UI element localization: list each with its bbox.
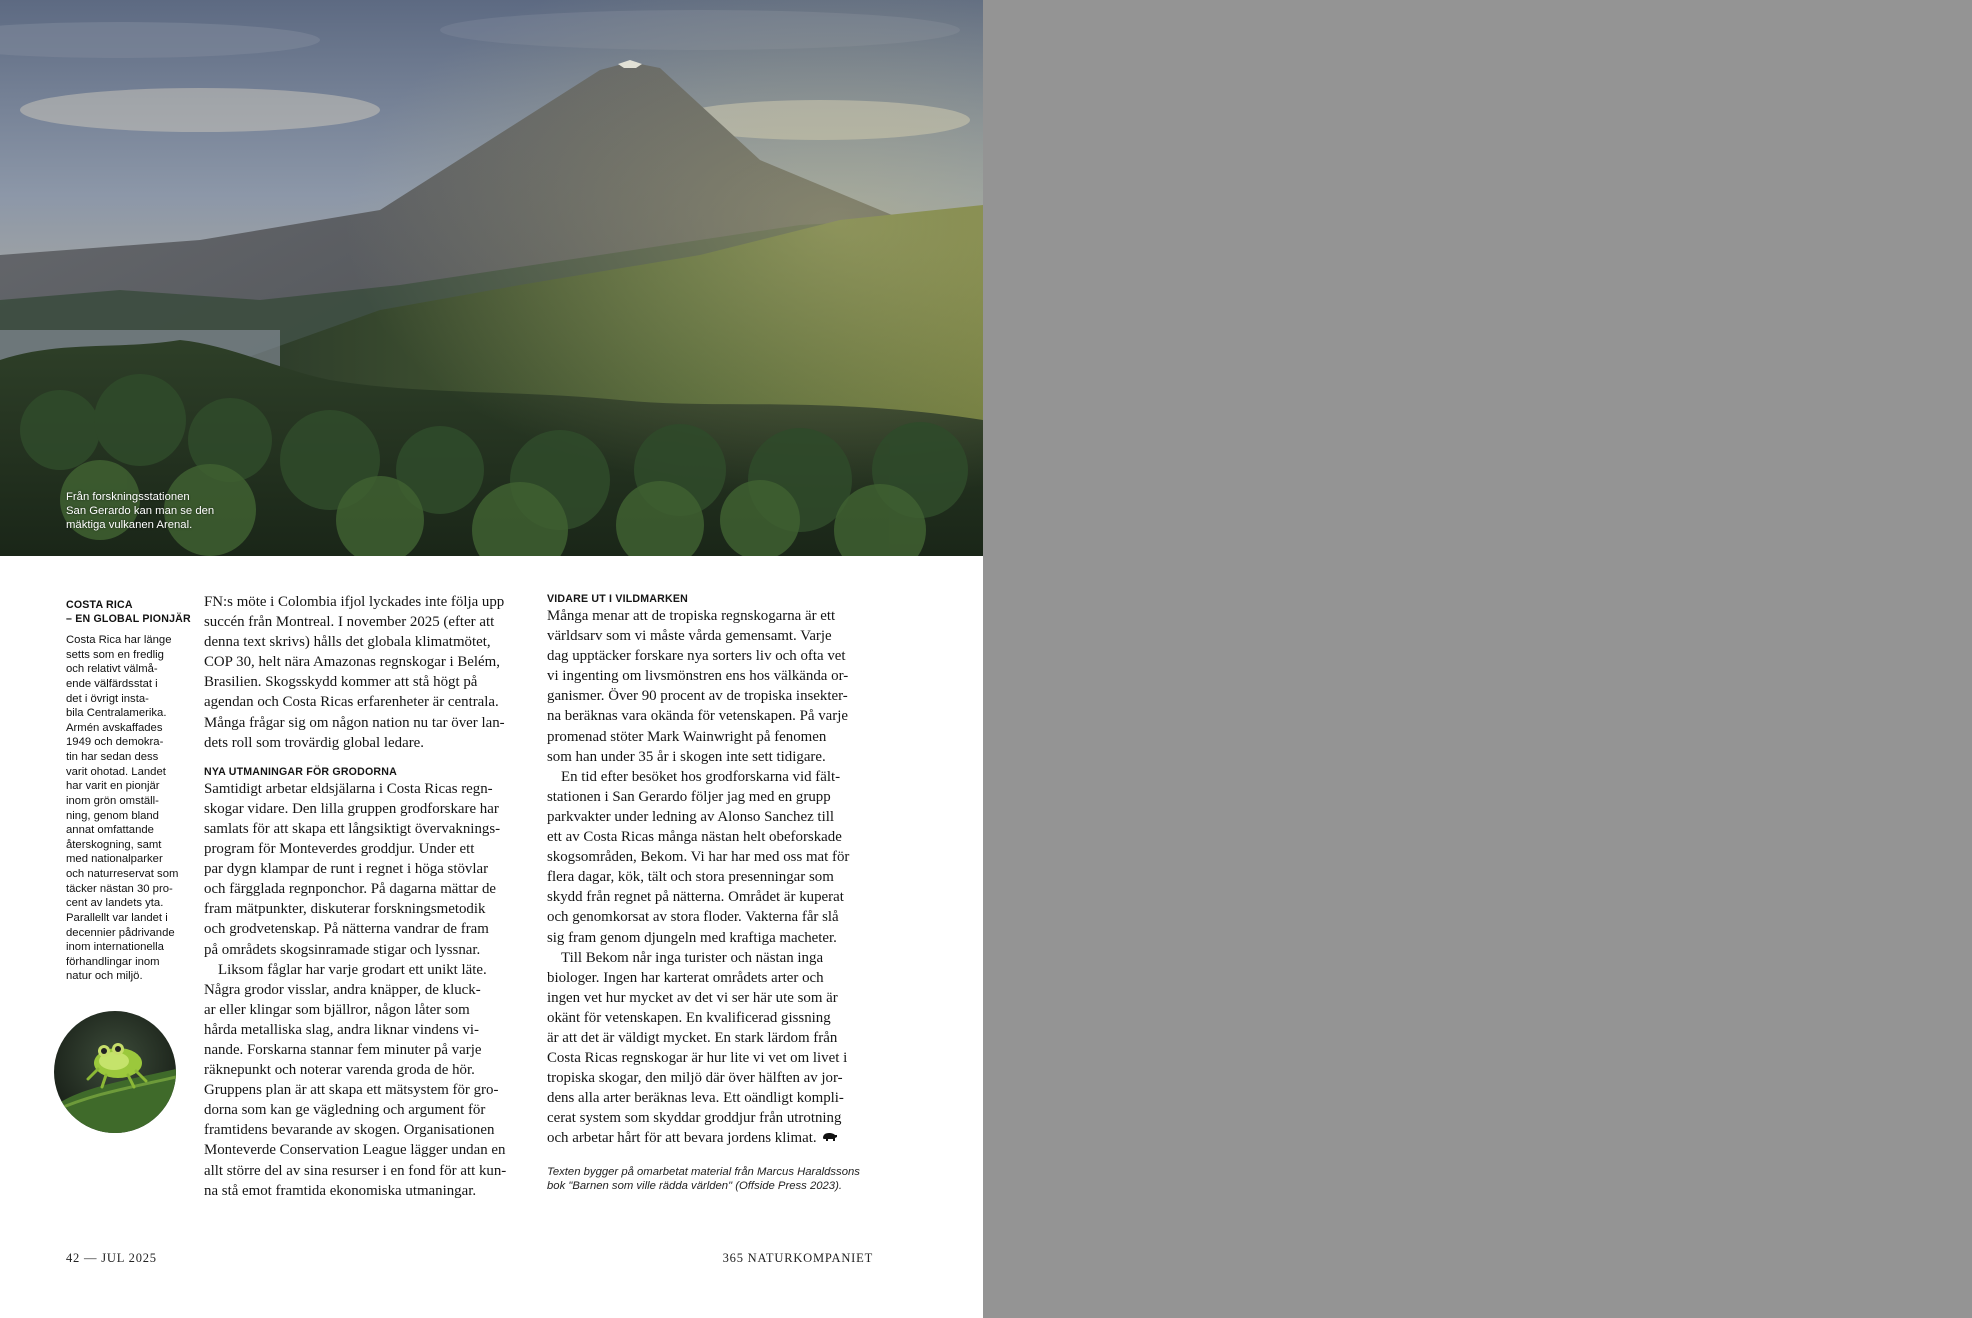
text-line: parkvakter under ledning av Alonso Sanchez till (547, 808, 834, 825)
text-line: och genomkorsat av stora floder. Vakterna får slå (547, 909, 839, 926)
text-line: och arbetar hårt för att bevara jordens klimat. (547, 1128, 875, 1148)
text-line: natur och miljö. (66, 970, 143, 983)
text-line: allt större del av sina resurser i en fond för att kun- (204, 1162, 507, 1179)
text-line: par dygn klampar de runt i regnet i höga stövlar (204, 861, 489, 878)
text-line: dets roll som trovärdig global ledare. (204, 734, 424, 751)
text-line: COP 30, helt nära Amazonas regnskogar i Belém, (204, 654, 500, 671)
text-line: Costa Rica har länge (66, 634, 172, 646)
text-line: med nationalparker (66, 853, 163, 866)
text-line: cerat system som skyddar groddjur från utrotning (547, 1110, 842, 1127)
text-line: Till Bekom når inga turister och nästan inga (561, 949, 824, 966)
caption-line: Från forskningsstationen (66, 491, 190, 503)
text-line: ganismer. Över 90 procent av de tropiska insekter- (547, 688, 848, 705)
article-column-2 (547, 592, 875, 1194)
text-line: annat omfattande (66, 824, 154, 837)
text-line: flera dagar, kök, tält och stora presenningar som (547, 869, 834, 886)
article-column-1 (204, 592, 526, 1201)
text-line: inom grön omställ- (66, 794, 159, 807)
source-note-line: Texten bygger på omarbetat material från Marcus Haraldssons (547, 1165, 860, 1178)
sidebar-heading-line: COSTA RICA (66, 599, 133, 611)
text-line: återskogning, samt (66, 838, 162, 851)
frog-photo (54, 1011, 176, 1133)
text-line: och naturreservat som (66, 868, 179, 880)
text-line: ning, genom bland (66, 809, 159, 822)
text-line: Samtidigt arbetar eldsjälarna i Costa Ricas regn- (204, 780, 493, 797)
text-line: okänt för vetenskapen. En kvalificerad gissning (547, 1009, 831, 1026)
text-line: tin har sedan dess (66, 751, 159, 763)
text-line: denna text skrivs) hålls det globala klimatmötet, (204, 634, 491, 651)
text-line: framtidens bevarande av skogen. Organisationen (204, 1122, 495, 1139)
paragraph (547, 767, 875, 948)
text-line: promenad stöter Mark Wainwright på fenomen (547, 728, 827, 745)
text-line: det i övrigt insta- (66, 692, 149, 705)
text-line: har varit en pionjär (66, 780, 160, 793)
text-line: skydd från regnet på nätterna. Området är kuperat (547, 889, 844, 906)
paragraph (204, 960, 526, 1201)
text-line: stationen i San Gerardo följer jag med en grupp (547, 788, 831, 805)
text-line: och grodvetenskap. På nätterna vandrar de fram (204, 921, 489, 938)
text-line: decennier pådrivande (66, 926, 175, 939)
subheading-wilderness: VIDARE UT I VILDMARKEN (547, 593, 688, 605)
sidebar-heading (66, 598, 191, 626)
text-line: Många frågar sig om någon nation nu tar över lan- (204, 714, 505, 731)
text-line: är att det är väldigt mycket. En stark lärdom från (547, 1029, 838, 1046)
source-note (547, 1165, 875, 1194)
text-line: program för Monteverdes groddjur. Under ett (204, 841, 475, 858)
hero-caption (66, 490, 246, 532)
hero-photo-arenal-volcano (0, 0, 983, 556)
paragraph (547, 606, 875, 767)
text-line: dens alla arter beräknas leva. Ett oändligt kompli- (547, 1090, 844, 1107)
text-line: och färgglada regnponchor. På dagarna mättar de (204, 881, 497, 898)
text-line: tropiska skogar, den miljö där över hälften av jor- (547, 1070, 843, 1087)
text-line: inom internationella (66, 941, 164, 954)
text-line: samlats för att skapa ett långsiktigt övervaknings- (204, 820, 501, 837)
subheading-frogs: NYA UTMANINGAR FÖR GRODORNA (204, 765, 397, 778)
text-line: biologer. Ingen har karterat områdets arter och (547, 969, 824, 986)
text-line: räknepunkt och noterar varenda groda de hör. (204, 1062, 475, 1079)
text-line: setts som en fredlig (66, 648, 164, 661)
text-line: Armén avskaffades (66, 721, 163, 734)
text-line: skogsområden, Bekom. Vi har har med oss mat för (547, 849, 850, 866)
text-line: förhandlingar inom (66, 955, 160, 968)
text-line: ende välfärdsstat i (66, 677, 158, 690)
text-line: Costa Ricas regnskogar är hur lite vi vet om livet i (547, 1050, 848, 1067)
intro-paragraph (204, 592, 526, 753)
sidebar-factbox (66, 598, 191, 984)
text-line: nande. Forskarna stannar fem minuter på varje (204, 1041, 482, 1058)
text-line: Många menar att de tropiska regnskogarna är ett (547, 608, 836, 624)
text-line: dorna som kan ge vägledning och argument för (204, 1102, 486, 1119)
frog-image (54, 1011, 176, 1133)
sidebar-heading-line: – EN GLOBAL PIONJÄR (66, 613, 191, 625)
text-line: dag upptäcker forskare nya sorters liv och ofta vet (547, 648, 846, 665)
text-line: Liksom fåglar har varje grodart ett unikt läte. (218, 961, 487, 978)
caption-line: San Gerardo kan man se den (66, 505, 215, 517)
text-line: agendan och Costa Ricas erfarenheter är centrala. (204, 694, 499, 711)
text-line: na stå emot framtida ekonomiska utmaningar. (204, 1182, 477, 1199)
text-line: na beräknas vara okända för vetenskapen. På varje (547, 708, 848, 725)
text-line: fram mätpunkter, diskuterar forskningsmetodik (204, 901, 486, 918)
text-line: En tid efter besöket hos grodforskarna vid fält- (561, 768, 841, 785)
text-line: ett av Costa Ricas många nästan helt obeforskade (547, 829, 842, 846)
magazine-page (0, 0, 983, 1318)
paragraph (204, 779, 526, 960)
caption-line: mäktiga vulkanen Arenal. (66, 519, 193, 531)
volcano-landscape-image (0, 0, 983, 556)
paragraph (547, 948, 875, 1149)
text-line: bila Centralamerika. (66, 707, 167, 720)
text-line: Gruppens plan är att skapa ett mätsystem för gro- (204, 1082, 499, 1099)
text-line: på områdets skogsinramade stigar och lyssnar. (204, 941, 481, 958)
text-line: varit ohotad. Landet (66, 765, 166, 778)
text-line: som han under 35 år i skogen inte sett tidigare. (547, 748, 826, 765)
bear-icon (822, 1131, 838, 1142)
text-line: hårda metalliska slag, andra liknar vindens vi- (204, 1021, 479, 1038)
text-line: vi ingenting om livsmönstren ens hos välkända or- (547, 668, 849, 685)
text-line: skogar vidare. Den lilla gruppen grodforskare har (204, 800, 499, 817)
folio-date: 42 — JUL 2025 (66, 1251, 157, 1265)
text-line: Brasilien. Skogsskydd kommer att stå högt på (204, 674, 478, 691)
text-line: världsarv som vi måste vårda gemensamt. Varje (547, 628, 832, 645)
text-line: ar eller klingar som bjällror, någon låter som (204, 1001, 470, 1018)
sidebar-body (66, 633, 191, 984)
text-line: 1949 och demokra- (66, 736, 164, 749)
text-line: ingen vet hur mycket av det vi ser här ute som är (547, 989, 838, 1006)
text-line: täcker nästan 30 pro- (66, 882, 173, 895)
text-line: sig fram genom djungeln med kraftiga macheter. (547, 929, 837, 946)
text-line: FN:s möte i Colombia ifjol lyckades inte följa upp (204, 594, 505, 610)
text-line: och relativt välmå- (66, 663, 158, 676)
magazine-name: 365 NATURKOMPANIET (722, 1251, 873, 1265)
text-line: Några grodor visslar, andra knäpper, de kluck- (204, 981, 481, 998)
text-line: Monteverde Conservation League lägger undan en (204, 1142, 506, 1159)
text-line: Parallellt var landet i (66, 911, 168, 924)
text-line: succén från Montreal. I november 2025 (efter att (204, 614, 495, 631)
text-line: cent av landets yta. (66, 897, 164, 910)
source-note-line: bok "Barnen som ville rädda världen" (Offside Press 2023). (547, 1180, 842, 1193)
